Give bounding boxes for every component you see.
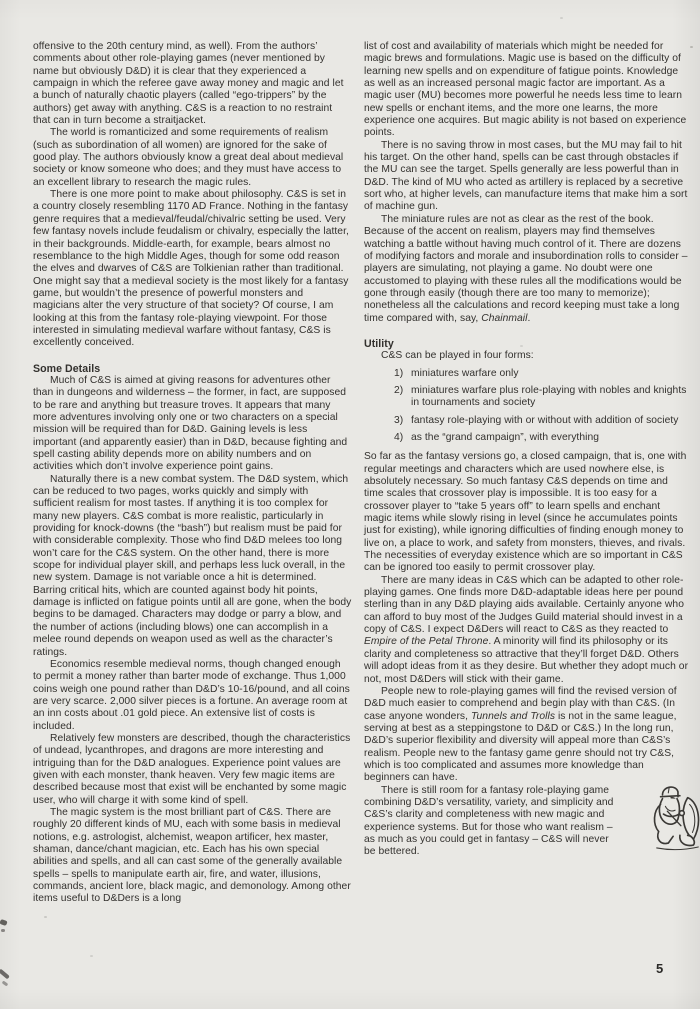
paragraph	[33, 659, 352, 733]
list-item	[364, 368, 689, 380]
list-item-text: miniatures warfare plus role-playing with nobles and knights in tournaments and society	[411, 384, 687, 409]
scan-speck	[690, 46, 693, 48]
paragraph-text: is not in the same league, serving at best as a steppingstone to D&D or C&S.) In the long run, D&D’s superior flexibility and diversity will appeal more than C&S’s realism. People new to the fantasy game genre should not try C&S, which is too complicated and assumes more knowledge than beginners can have.	[364, 710, 677, 784]
paragraph-text: Economics resemble medieval norms, though changed enough to permit a money rather than barter mode of exchange. Thus 1,000 coins weigh one pound rather than D&D’s 10-16/pound, and all coins are very scarce. 2,000 silver pieces is a fortune. An average room at an inn costs about .01 gold piece. An extensive list of costs is included.	[33, 658, 350, 732]
paragraph-text: There is still room for a fantasy role-playing game combining D&D’s versatility, variety, and simplicity and C&S’s clarity and completeness with new magic and experience systems. But for those who want realism – as much as you could get in fantasy – C&S will never be bettered.	[364, 784, 614, 858]
scan-artifact	[0, 969, 10, 980]
paragraph	[364, 140, 689, 214]
scan-speck	[44, 916, 47, 918]
paragraph	[364, 41, 689, 140]
paragraph	[364, 686, 689, 785]
paragraph	[33, 189, 352, 349]
list-item-text: as the “grand campaign”, with everything	[411, 431, 600, 443]
list-item-text: fantasy role-playing with or without with addition of society	[411, 414, 679, 426]
dwarf-with-shield-illustration	[631, 781, 689, 853]
paragraph	[364, 350, 689, 362]
scan-artifact	[2, 981, 9, 987]
scan-artifact	[1, 929, 5, 932]
paragraph	[364, 575, 689, 686]
scan-speck	[520, 345, 523, 347]
paragraph-text: The miniature rules are not as clear as the rest of the book. Because of the accent on realism, players may find themselves watching a battle without having much control of it. There are dozens of modifying factors and morale and insubordination rolls to consider – players are simulating, not playing a game. No doubt were one accustomed to playing with these rules all the modifications would be gone through easily (though there are too many to memorize); nonetheless all the calculations and record keeping must take a long time compared with, say,	[364, 213, 688, 324]
paragraph	[33, 474, 352, 659]
list-item-number: 1)	[394, 367, 404, 379]
list-item-number: 3)	[394, 414, 404, 426]
scan-speck	[560, 17, 563, 19]
paragraph-text: Relatively few monsters are described, though the characteristics of undead, lycanthropes, and dragons are more interesting and intriguing than for the D&D analogues. Experience point values are given with each monster, thank heaven. Very few magic items are described because most that exist will be enchanted by some magic user, who will charge it with some kind of spell.	[33, 732, 351, 806]
paragraph-text: Much of C&S is aimed at giving reasons for adventures other than in dungeons and wilderness – the former, in fact, are supposed to be rare and anything but treasure troves. It appears that many more adventures involving only one or two characters on a special mission will be required than for D&D. Gaining levels is less important (and apparently easier) than in D&D, because fighting and spell casting ability depends more on ability numbers and on activities which don’t involve experience point gains.	[33, 374, 348, 473]
left-text-column	[33, 41, 352, 906]
paragraph-text: There is no saving throw in most cases, but the MU may fail to hit his target. On the other hand, spells can be cast through obstacles if the MU can see the target. Spells generally are less powerful than in D&D. The kind of MU who acted as artillery is replaced by a secretive sort who, at higher levels, can manufacture items that make him a sort of machine gun.	[364, 139, 688, 213]
paragraph-text: The magic system is the most brilliant part of C&S. There are roughly 20 different kinds of MU, each with some basis in medieval notions, e.g. astrologist, alchemist, weapon artificer, hex master, shaman, dance/chant magician, etc. Each has his own special abilities and spells, and all can cast some of the generally available spells – spells to manipulate earth air, fire, and water, illusions, commands, ancient lore, black magic, and demonology. Among other items useful to D&Ders is a long	[33, 806, 351, 905]
numbered-list	[364, 368, 689, 445]
italicized-title: Empire of the Petal Throne	[364, 636, 489, 648]
paragraph	[33, 127, 352, 189]
scan-speck	[90, 955, 93, 957]
list-item	[364, 385, 689, 410]
italicized-title: Chainmail	[481, 312, 528, 324]
paragraph-text: C&S can be played in four forms:	[381, 350, 534, 362]
paragraph-text: Naturally there is a new combat system. The D&D system, which can be reduced to two pages, works quickly and simply with sufficient realism for most tastes. If anything it is too complex for many new players. C&S combat is more realistic, particularly in providing for knock-downs (the “bash”) but realism must be paid for with considerable complexity. Those who find D&D melees too long won’t care for the C&S system. On the other hand, there is more scope for individual player skill, and perhaps less luck overall, in the new system. Damage is not variable once a hit is determined. Barring critical hits, which are counted against body hit points, damage is inflicted on fatigue points until all are gone, when the body begins to be damaged. Characters may dodge or parry a blow, and the number of actions (including blows) one can accomplish in a melee round depends on weapon used as well as the character’s ratings.	[33, 473, 352, 658]
paragraph	[33, 41, 352, 127]
paragraph-text: list of cost and availability of materials which might be needed for magic brews and formulations. Magic use is based on the difficulty of learning new spells and on expenditure of fatigue points. Knowledge as well as an increased personal magic factor are important. As a magic user (MU) becomes more powerful he needs less time to learn new spells or enchant items, and the more one learns, the more experience one acquires. But magic ability is not based on experience points.	[364, 41, 687, 139]
paragraph-text: .	[527, 312, 531, 324]
list-item-number: 2)	[394, 384, 404, 396]
section-heading: Utility	[364, 337, 394, 350]
paragraph-text: . A minority will find its philosophy or its clarity and completeness so attractive that they’ll forget D&D. Others will adopt ideas from it as they desire. But whether they adopt much or not, most D&Ders will stick with their game.	[364, 636, 689, 685]
paragraph-text: People new to role-playing games will find the revised version of D&D much easier to comprehend and begin play with than C&S. (In case anyone wonders,	[364, 685, 677, 722]
list-item	[364, 432, 689, 444]
right-text-column	[364, 41, 689, 859]
paragraph	[364, 785, 689, 859]
paragraph-text: There are many ideas in C&S which can be adapted to other role-playing games. One finds more D&D-adaptable ideas here per pound sterling than in any D&D playing aids available. Certainly anyone who can afford to buy most of the Judges Guild material should invest in a copy of C&S. I expect D&Ders will react to C&S as they reacted to	[364, 574, 684, 636]
paragraph	[364, 451, 689, 574]
list-item-text: miniatures warfare only	[411, 367, 519, 379]
list-item	[364, 415, 689, 427]
list-item-number: 4)	[394, 431, 404, 443]
paragraph	[33, 807, 352, 906]
paragraph-text: So far as the fantasy versions go, a closed campaign, that is, one with regular meetings and characters which are used nowhere else, is absolutely necessary. So much fantasy C&S depends on time and time scales that crossover play is impossible. It is too easy for a crossover player to “take 5 years off” to learn spells and enchant magic items while slowly rising in level (since he accumulates points just for existing), while ignoring difficulties of finding enough money to live on, a place to work, and safety from monsters, thieves, and rivals. The necessities of everyday existence which are so important in C&S can be ignored too easily to permit crossover play.	[364, 451, 687, 574]
paragraph-text: There is one more point to make about philosophy. C&S is set in a country closely resembling 1170 AD France. Nothing in the fantasy genre requires that a medieval/feudal/chivalric setting be used. Very few fantasy novels include feudalism or chivalry, especially the latter, in their backgrounds. Middle-earth, for example, bears almost no resemblance to the high Middle Ages, though for some odd reason the elves and dwarves of C&S are Tolkienian rather than traditional. One might say that a medieval society is the most likely for a fantasy game, but wouldn’t the presence of powerful monsters and magicians alter the very structure of that society? Of course, I am looking at this from the fantasy role-playing viewpoint. For those interested in simulating medieval warfare without fantasy, C&S is excellently conceived.	[33, 189, 349, 349]
paragraph	[364, 214, 689, 325]
scan-speck	[306, 381, 309, 383]
paragraph-text: offensive to the 20th century mind, as well). From the authors’ comments about other role-playing games (never mentioned by name but obviously D&D) it is clear that they experienced a campaign in which the referee gave away money and magic and let a bunch of naturally chaotic players (called “ego-trippers” by the authors) get away with anything. C&S is a reaction to no restraint that can in turn become a straitjacket.	[33, 41, 344, 127]
paragraph	[33, 375, 352, 474]
paragraph-text: The world is romanticized and some requirements of realism (such as subordination of all women) are ignored for the sake of good play. The authors obviously know a great deal about medieval society or know someone who does; and they must have access to an excellent library to research the magic rules.	[33, 127, 344, 188]
scan-artifact	[0, 919, 8, 926]
paragraph	[33, 733, 352, 807]
page-number: 5	[656, 961, 664, 976]
italicized-title: Tunnels and Trolls	[470, 710, 556, 722]
section-heading: Some Details	[33, 362, 101, 375]
